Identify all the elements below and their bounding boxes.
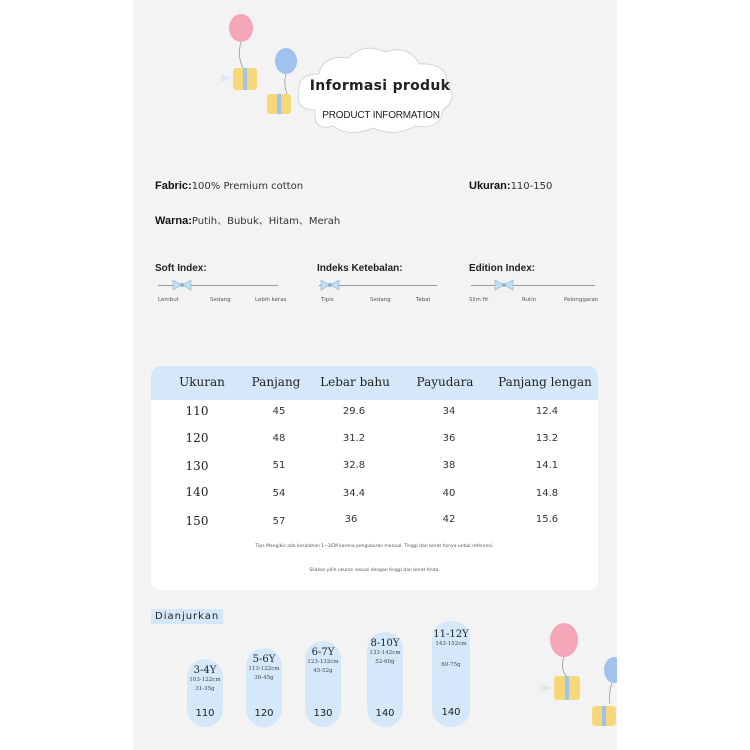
- page-title: Informasi produk: [309, 78, 451, 94]
- balloon-gift-illustration: [538, 618, 617, 730]
- soft-index-label: Soft Index:: [155, 263, 207, 274]
- cell-size: 110: [185, 404, 209, 418]
- cell-chest: 42: [442, 514, 456, 525]
- recommended-size: 130: [313, 708, 333, 719]
- soft-index-mid: Sedang: [210, 297, 231, 303]
- header-size: Ukuran: [179, 375, 225, 389]
- size-value: 110-150: [510, 181, 553, 192]
- height-range: 103-122cm: [189, 677, 221, 683]
- header-sleeve: Panjang lengan: [498, 375, 592, 389]
- soft-index-high: Lebih keras: [255, 297, 287, 303]
- cell-sleeve: 14.8: [535, 488, 559, 499]
- recommended-size: 140: [441, 707, 461, 718]
- height-range: 133-142cm: [369, 650, 401, 656]
- cell-size: 130: [185, 459, 209, 473]
- cell-length: 54: [272, 488, 286, 499]
- cell-size: 150: [185, 514, 209, 528]
- thickness-index-mid: Sedang: [370, 297, 391, 303]
- recommended-size: 140: [375, 708, 395, 719]
- cell-sleeve: 12.4: [535, 406, 559, 417]
- cell-length: 57: [272, 516, 286, 527]
- cell-shoulder: 32.8: [342, 460, 366, 471]
- cell-sleeve: 14.1: [535, 460, 559, 471]
- header-chest: Payudara: [416, 375, 474, 389]
- bow-marker-icon: [319, 279, 341, 291]
- age-range: 8-10Y: [370, 638, 400, 649]
- color-label: Warna:: [155, 215, 192, 227]
- header-length: Panjang: [251, 375, 301, 389]
- age-range: 11-12Y: [433, 629, 469, 640]
- cell-shoulder: 29.6: [342, 406, 366, 417]
- recommended-size-card: [367, 632, 403, 727]
- fabric-label: Fabric:: [155, 180, 192, 192]
- color-value: Putih、Bubuk、Hitam、Merah: [191, 216, 341, 227]
- recommended-label: Dianjurkan: [151, 609, 223, 624]
- edition-index-label: Edition Index:: [469, 263, 536, 274]
- weight-range: 31-35g: [195, 686, 215, 692]
- height-range: 143-152cm: [435, 641, 467, 647]
- recommended-size-card: [187, 659, 223, 727]
- cell-shoulder: 36: [344, 514, 358, 525]
- cell-sleeve: 13.2: [535, 433, 559, 444]
- cell-chest: 38: [442, 460, 456, 471]
- size-table-header: [151, 366, 598, 400]
- thickness-index-label: Indeks Ketebalan:: [317, 263, 403, 274]
- edition-index-mid: Rutin: [522, 297, 537, 303]
- fabric-info: [155, 180, 303, 192]
- weight-range: 60-75g: [441, 662, 461, 668]
- bow-marker-icon: [493, 279, 515, 291]
- thickness-index-high: Tebal: [416, 297, 431, 303]
- edition-index-track: [471, 285, 595, 286]
- cell-chest: 34: [442, 406, 456, 417]
- product-info-page: [133, 0, 617, 750]
- cell-chest: 40: [442, 488, 456, 499]
- cell-size: 140: [185, 485, 209, 499]
- age-range: 3-4Y: [193, 665, 217, 676]
- cell-shoulder: 34.4: [342, 488, 366, 499]
- fabric-value: 100% Premium cotton: [191, 181, 304, 192]
- edition-index-low: Slim fit: [469, 297, 489, 303]
- cell-size: 120: [185, 431, 209, 445]
- size-advice: Silakan pilih ukuran sesuai dengan tinggi dan berat Anda.: [309, 568, 440, 573]
- height-range: 123-132cm: [307, 659, 339, 665]
- color-info: [155, 212, 340, 227]
- height-range: 113-122cm: [248, 666, 280, 672]
- cell-length: 48: [272, 433, 286, 444]
- weight-range: 52-60g: [375, 659, 395, 665]
- weight-range: 36-45g: [254, 675, 274, 681]
- edition-index-high: Pelonggaran: [564, 297, 599, 303]
- size-info: [469, 180, 552, 192]
- recommended-size: 110: [195, 708, 215, 719]
- header-shoulder: Lebar bahu: [320, 375, 390, 389]
- weight-range: 45-52g: [313, 668, 333, 674]
- cell-length: 51: [272, 460, 286, 471]
- cell-chest: 36: [442, 433, 456, 444]
- recommended-size-card: [432, 621, 470, 727]
- recommended-size-card: [246, 648, 282, 727]
- page-subtitle: PRODUCT INFORMATION: [322, 110, 440, 121]
- recommended-size: 120: [254, 708, 274, 719]
- cell-length: 45: [272, 406, 286, 417]
- size-table: [151, 366, 598, 590]
- age-range: 6-7Y: [311, 647, 335, 658]
- cell-sleeve: 15.6: [535, 514, 559, 525]
- age-range: 5-6Y: [252, 654, 276, 665]
- measurement-tip: Tips Mengikis ada kesalahan 1~3CM karena pengukuran manual. Tinggi dan berat hanya untuk referensi.: [255, 544, 494, 549]
- recommended-size-card: [305, 641, 341, 727]
- size-label: Ukuran:: [469, 180, 511, 192]
- cell-shoulder: 31.2: [342, 433, 366, 444]
- soft-index-low: Lembut: [158, 297, 179, 303]
- bow-marker-icon: [171, 279, 193, 291]
- thickness-index-low: Tipis: [321, 297, 334, 303]
